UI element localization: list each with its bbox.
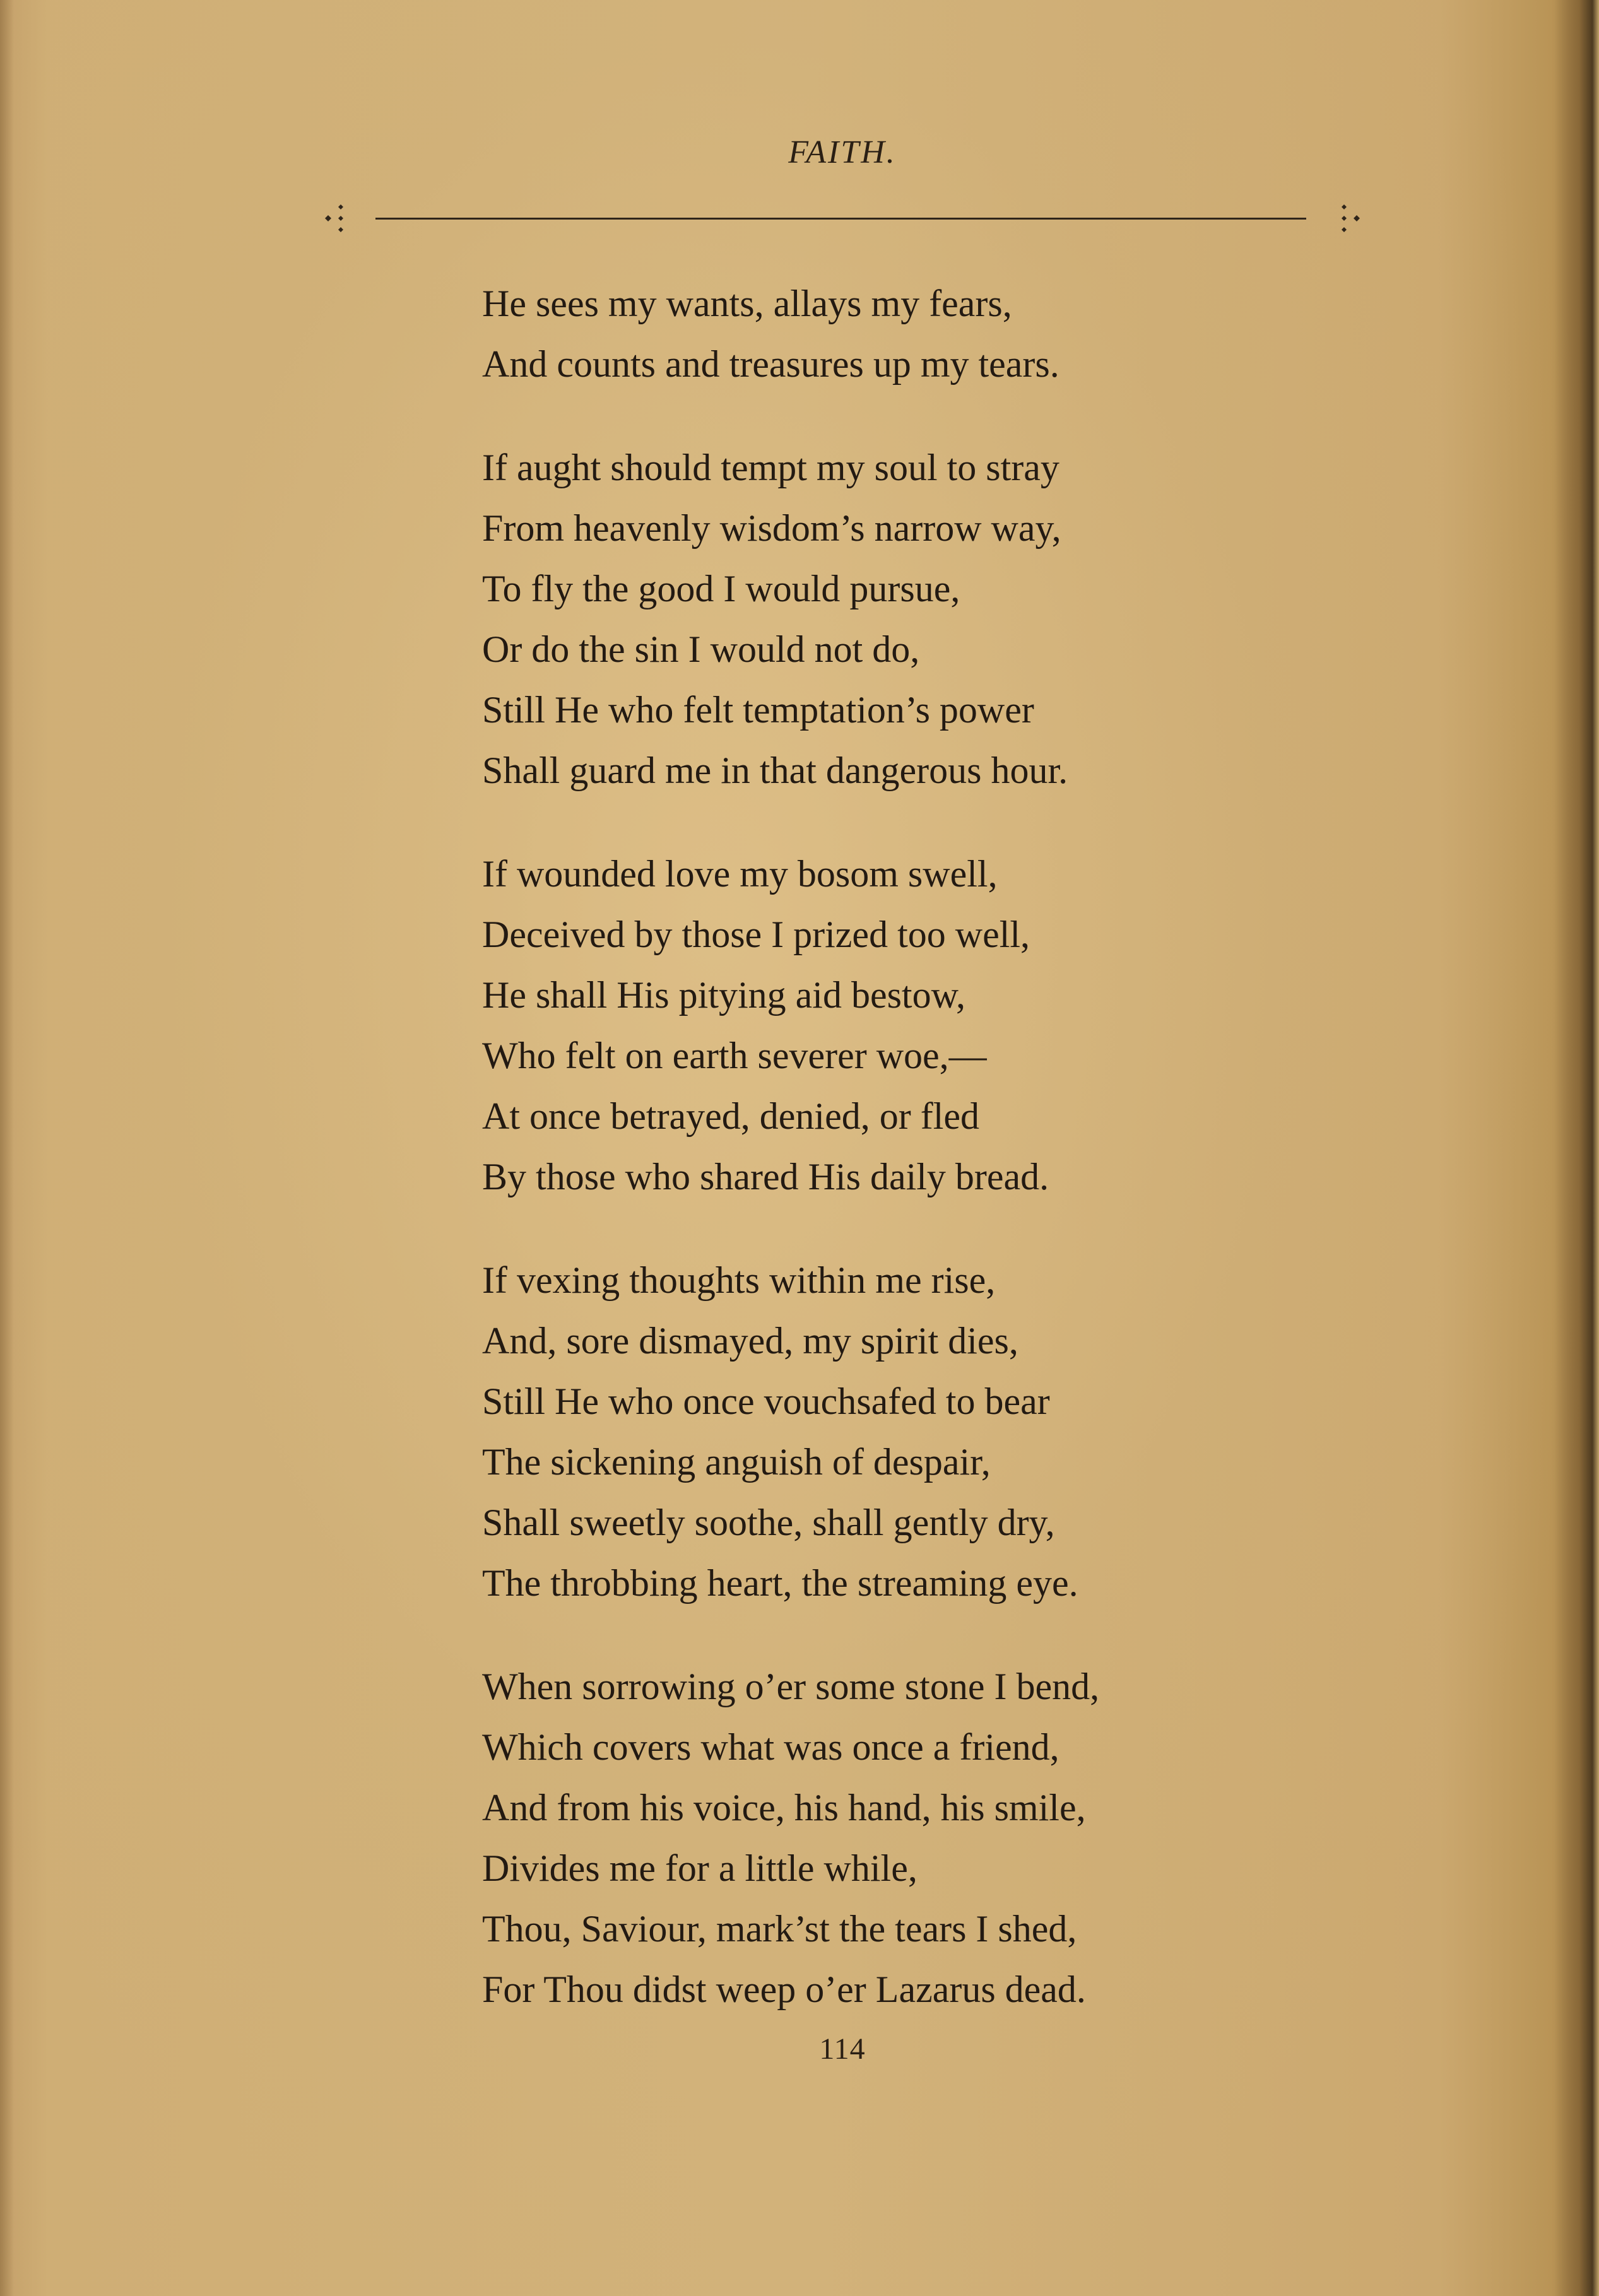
verse-line: Still He who felt temptation’s power	[482, 689, 1034, 731]
verse-line: Divides me for a little while,	[482, 1847, 918, 1889]
right-ornament-icon	[1328, 199, 1366, 237]
verse-line: Deceived by those I prized too well,	[482, 914, 1030, 955]
running-head: FAITH.	[788, 134, 897, 170]
verse-line: If aught should tempt my soul to stray	[482, 447, 1059, 488]
page-left-shadow	[0, 0, 14, 2296]
poem-body	[482, 273, 1239, 2063]
verse-line: For Thou didst weep o’er Lazarus dead.	[482, 1969, 1086, 2010]
verse-line: Who felt on earth severer woe,—	[482, 1035, 987, 1076]
verse-line: And counts and treasures up my tears.	[482, 343, 1059, 385]
verse-line: And from his voice, his hand, his smile,	[482, 1787, 1086, 1828]
verse-line: From heavenly wisdom’s narrow way,	[482, 507, 1061, 549]
verse-line: Still He who once vouchsafed to bear	[482, 1381, 1050, 1422]
page-right-edge	[1555, 0, 1599, 2296]
verse-line: Shall sweetly soothe, shall gently dry,	[482, 1502, 1055, 1543]
verse-line: And, sore dismayed, my spirit dies,	[482, 1320, 1018, 1362]
verse-line: The throbbing heart, the streaming eye.	[482, 1562, 1078, 1604]
horizontal-rule	[375, 218, 1306, 220]
verse-line: Thou, Saviour, mark’st the tears I shed,	[482, 1908, 1077, 1950]
verse-line: To fly the good I would pursue,	[482, 568, 960, 609]
verse-line: The sickening anguish of despair,	[482, 1441, 991, 1483]
left-ornament-icon	[319, 199, 357, 237]
stanza	[482, 273, 1239, 394]
verse-line: He shall His pitying aid bestow,	[482, 974, 966, 1016]
stanza	[482, 1250, 1239, 1613]
verse-line: At once betrayed, denied, or fled	[482, 1095, 979, 1137]
verse-line: Or do the sin I would not do,	[482, 628, 920, 670]
verse-line: When sorrowing o’er some stone I bend,	[482, 1666, 1100, 1707]
header-rule	[319, 199, 1366, 237]
stanza	[482, 1656, 1239, 2020]
verse-line: If vexing thoughts within me rise,	[482, 1259, 996, 1301]
verse-line: By those who shared His daily bread.	[482, 1156, 1049, 1198]
verse-line: Shall guard me in that dangerous hour.	[482, 750, 1068, 791]
verse-line: He sees my wants, allays my fears,	[482, 283, 1012, 324]
stanza	[482, 844, 1239, 1207]
verse-line: If wounded love my bosom swell,	[482, 853, 998, 895]
verse-line: Which covers what was once a friend,	[482, 1726, 1059, 1768]
page-number: 114	[819, 2032, 866, 2066]
stanza	[482, 437, 1239, 801]
